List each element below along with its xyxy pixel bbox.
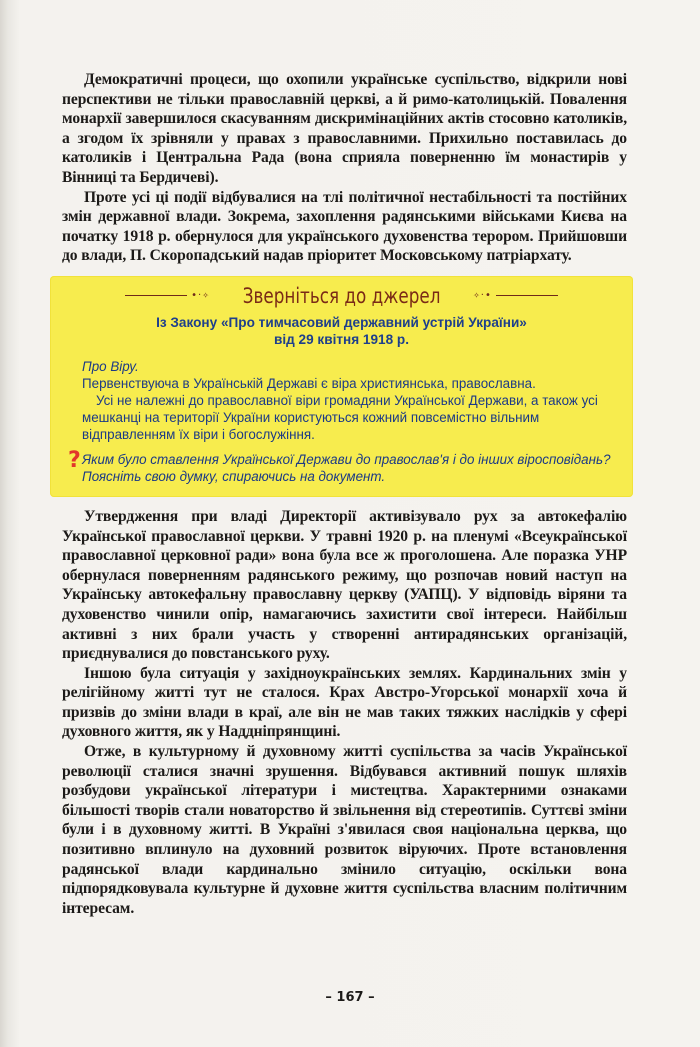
source-box <box>50 276 633 497</box>
ornament-left-icon: •·✧ <box>125 290 210 301</box>
law-title-line1: Із Закону «Про тимчасовий державний устрій України» <box>156 314 527 330</box>
law-text-1: Первенствуюча в Українській Державі є віра християнська, православна. <box>82 375 536 391</box>
question-text: Яким було ставлення Української Держави до православ'я і до інших віросповідань? Поясніть свою думку, спираючись на документ. <box>82 451 611 484</box>
source-box-header <box>68 284 615 308</box>
question-block <box>68 447 615 485</box>
page-number: – 167 – <box>325 990 375 1005</box>
law-subheading: Про Віру. <box>82 358 139 374</box>
paragraph-western-lands: Іншою була ситуація у західноукраїнських землях. Кардинальних змін у релігійному житті тут не сталося. Крах Австро-Угорської монархії хоча й призвів до зміни влади в краї, але він не мав таких тяжких наслідків у сфері духовного життя, як у Наддніпрянщині. <box>62 664 627 741</box>
paragraph-catholics: Демократичні процеси, що охопили українське суспільство, відкрили нові перспективи не тільки православній церкві, а й римо-католицькій. Повалення монархії завершилося скасуванням дискримінаційних актів стосовно католиків, а згодом їх зрівняли у правах з православними. Прихильно поставилась до католиків і Центральна Рада (вона сприяла поверненню їм монастирів у Вінниці та Бердичеві). <box>62 71 627 186</box>
source-box-heading: Зверніться до джерел <box>242 283 441 308</box>
law-text <box>68 358 615 443</box>
law-title-line2: від 29 квітня 1918 р. <box>273 331 410 347</box>
question-mark-icon: ? <box>68 447 81 473</box>
text-column <box>62 70 627 918</box>
paragraph-conclusion: Отже, в культурному й духовному житті суспільства за часів Української революції сталися значні зрушення. Відбувався активний пошук шляхів розбудови української літератури і мистецтва. Характерними ознаками більшості творів стали новаторство й звільнення від стереотипів. Суттєві зміни були і в духовному житті. В Україні з'явилася своя національна церква, що позитивно вплинуло на духовний розвиток віруючих. Проте встановлення радянської влади кардинально змінило ситуацію, оскільки вона підпорядковувала культурне й духовне життя суспільства власним політичним інтересам. <box>62 743 627 917</box>
law-text-2: Усі не належні до православної віри громадяни Української Держави, а також усі мешканці на території України користуються кожний повсемістно вільним відправленням їх віри і богослужіння. <box>82 392 598 442</box>
law-title <box>68 314 615 348</box>
paragraph-directory: Утвердження при владі Директорії активізувало рух за автокефалію Української православної церкви. У травні 1920 р. на пленумі «Всеукраїнської православної церковної ради» вона була все ж проголошена. Але поразка УНР обернулася поверненням радянського режиму, що розпочав новий наступ на Українську автокефальну православну церкву (УАПЦ). У відповідь віряни та духовенство чинили опір, намагаючись захистити свої інтереси. Найбільш активні з них брали участь у створенні антирадянських організацій, приєднувалися до повстанського руху. <box>62 507 627 663</box>
ornament-right-icon: ✧·• <box>473 290 558 301</box>
paragraph-instability: Проте усі ці події відбувалися на тлі політичної нестабільності та постійних змін державної влади. Зокрема, захоплення радянськими військами Києва на початку 1918 р. обернулося для українського духовенства терором. Прийшовши до влади, П. Скоропадський надав пріоритет Московському патріархату. <box>62 188 627 265</box>
